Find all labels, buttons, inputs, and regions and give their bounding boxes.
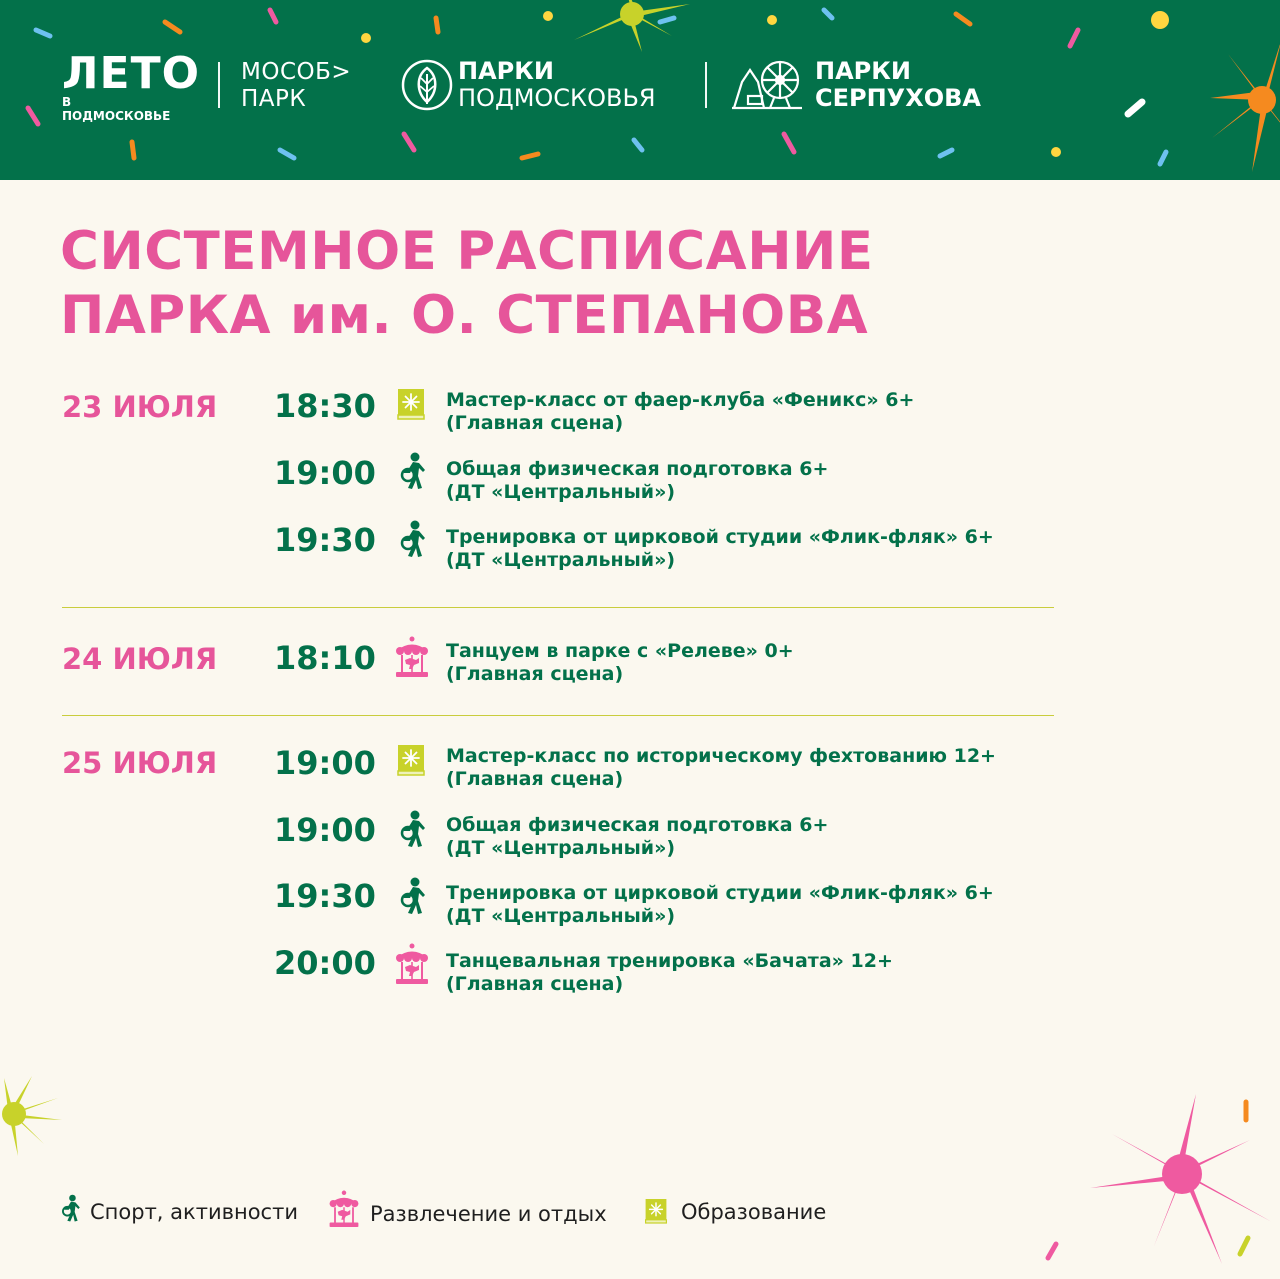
leaf-icon <box>400 58 454 112</box>
event-time: 18:30 <box>274 387 376 425</box>
page-title <box>60 220 874 348</box>
carousel-icon <box>392 943 432 985</box>
event-item <box>446 458 828 504</box>
book-icon <box>396 387 426 421</box>
event-item <box>446 640 794 686</box>
event-item <box>446 950 893 996</box>
runner-icon <box>398 810 428 850</box>
event-time: 19:00 <box>274 454 376 492</box>
runner-icon <box>398 452 428 492</box>
leto-logo-subtitle: В ПОДМОСКОВЬЕ <box>62 95 171 123</box>
leto-logo-word: ЛЕТО <box>62 48 201 99</box>
carousel-icon <box>392 636 432 678</box>
lime-burst-decoration <box>0 1070 70 1160</box>
event-name: Мастер-класс по историческому фехтованию 12+ <box>446 745 996 767</box>
event-name: Танцуем в парке с «Релеве» 0+ <box>446 640 794 662</box>
event-time: 18:10 <box>274 639 376 677</box>
ferris-wheel-icon <box>730 58 804 110</box>
day-date: 25 ИЮЛЯ <box>62 746 218 780</box>
legend-sport-label: Спорт, активности <box>90 1200 298 1224</box>
parki-podmoskovya-line2: ПОДМОСКОВЬЯ <box>458 84 656 112</box>
event-place: (ДТ «Центральный») <box>446 837 676 859</box>
event-name: Тренировка от цирковой студии «Флик-фляк» 6+ <box>446 526 994 548</box>
page-title-line1: СИСТЕМНОЕ РАСПИСАНИЕ <box>60 221 874 282</box>
event-place: (ДТ «Центральный») <box>446 905 676 927</box>
runner-icon <box>60 1192 82 1226</box>
mosobpark-logo <box>241 59 351 113</box>
carousel-icon <box>326 1190 362 1228</box>
event-name: Общая физическая подготовка 6+ <box>446 458 829 480</box>
event-item <box>446 526 994 572</box>
event-time: 20:00 <box>274 944 376 982</box>
day-date: 23 ИЮЛЯ <box>62 390 218 424</box>
event-name: Мастер-класс от фаер-клуба «Феникс» 6+ <box>446 389 915 411</box>
day-divider <box>62 715 1054 716</box>
event-name: Общая физическая подготовка 6+ <box>446 814 829 836</box>
header-divider <box>218 62 220 108</box>
event-item <box>446 389 914 435</box>
event-place: (Главная сцена) <box>446 663 624 685</box>
parki-podmoskovya-line1: ПАРКИ <box>458 57 554 85</box>
event-place: (ДТ «Центральный») <box>446 481 676 503</box>
event-place: (Главная сцена) <box>446 768 624 790</box>
pink-burst-decoration <box>1040 1090 1280 1279</box>
event-item <box>446 882 994 928</box>
day-divider <box>62 607 1054 608</box>
event-name: Танцевальная тренировка «Бачата» 12+ <box>446 950 893 972</box>
event-place: (ДТ «Центральный») <box>446 549 676 571</box>
event-item <box>446 814 828 860</box>
mosobpark-line2: ПАРК <box>241 86 307 112</box>
legend-entertainment-label: Развлечение и отдых <box>370 1202 607 1226</box>
legend-education-label: Образование <box>681 1200 827 1224</box>
event-place: (Главная сцена) <box>446 973 624 995</box>
header-banner <box>0 0 1280 180</box>
day-date: 24 ИЮЛЯ <box>62 642 218 676</box>
parki-serpukhova-logo <box>815 58 981 112</box>
event-item <box>446 745 996 791</box>
parki-serpukhova-line1: ПАРКИ <box>815 57 911 85</box>
event-name: Тренировка от цирковой студии «Флик-фляк» 6+ <box>446 882 994 904</box>
runner-icon <box>398 520 428 560</box>
event-time: 19:30 <box>274 877 376 915</box>
page-title-line2: ПАРКА им. О. СТЕПАНОВА <box>60 285 869 346</box>
mosobpark-line1: МОСОБ> <box>241 59 352 85</box>
parki-podmoskovya-logo <box>458 58 656 112</box>
book-icon <box>396 743 426 777</box>
header-divider <box>705 62 707 108</box>
parki-serpukhova-line2: СЕРПУХОВА <box>815 84 981 112</box>
event-place: (Главная сцена) <box>446 412 624 434</box>
runner-icon <box>398 877 428 917</box>
event-time: 19:30 <box>274 521 376 559</box>
book-icon <box>644 1197 668 1225</box>
event-time: 19:00 <box>274 811 376 849</box>
event-time: 19:00 <box>274 744 376 782</box>
